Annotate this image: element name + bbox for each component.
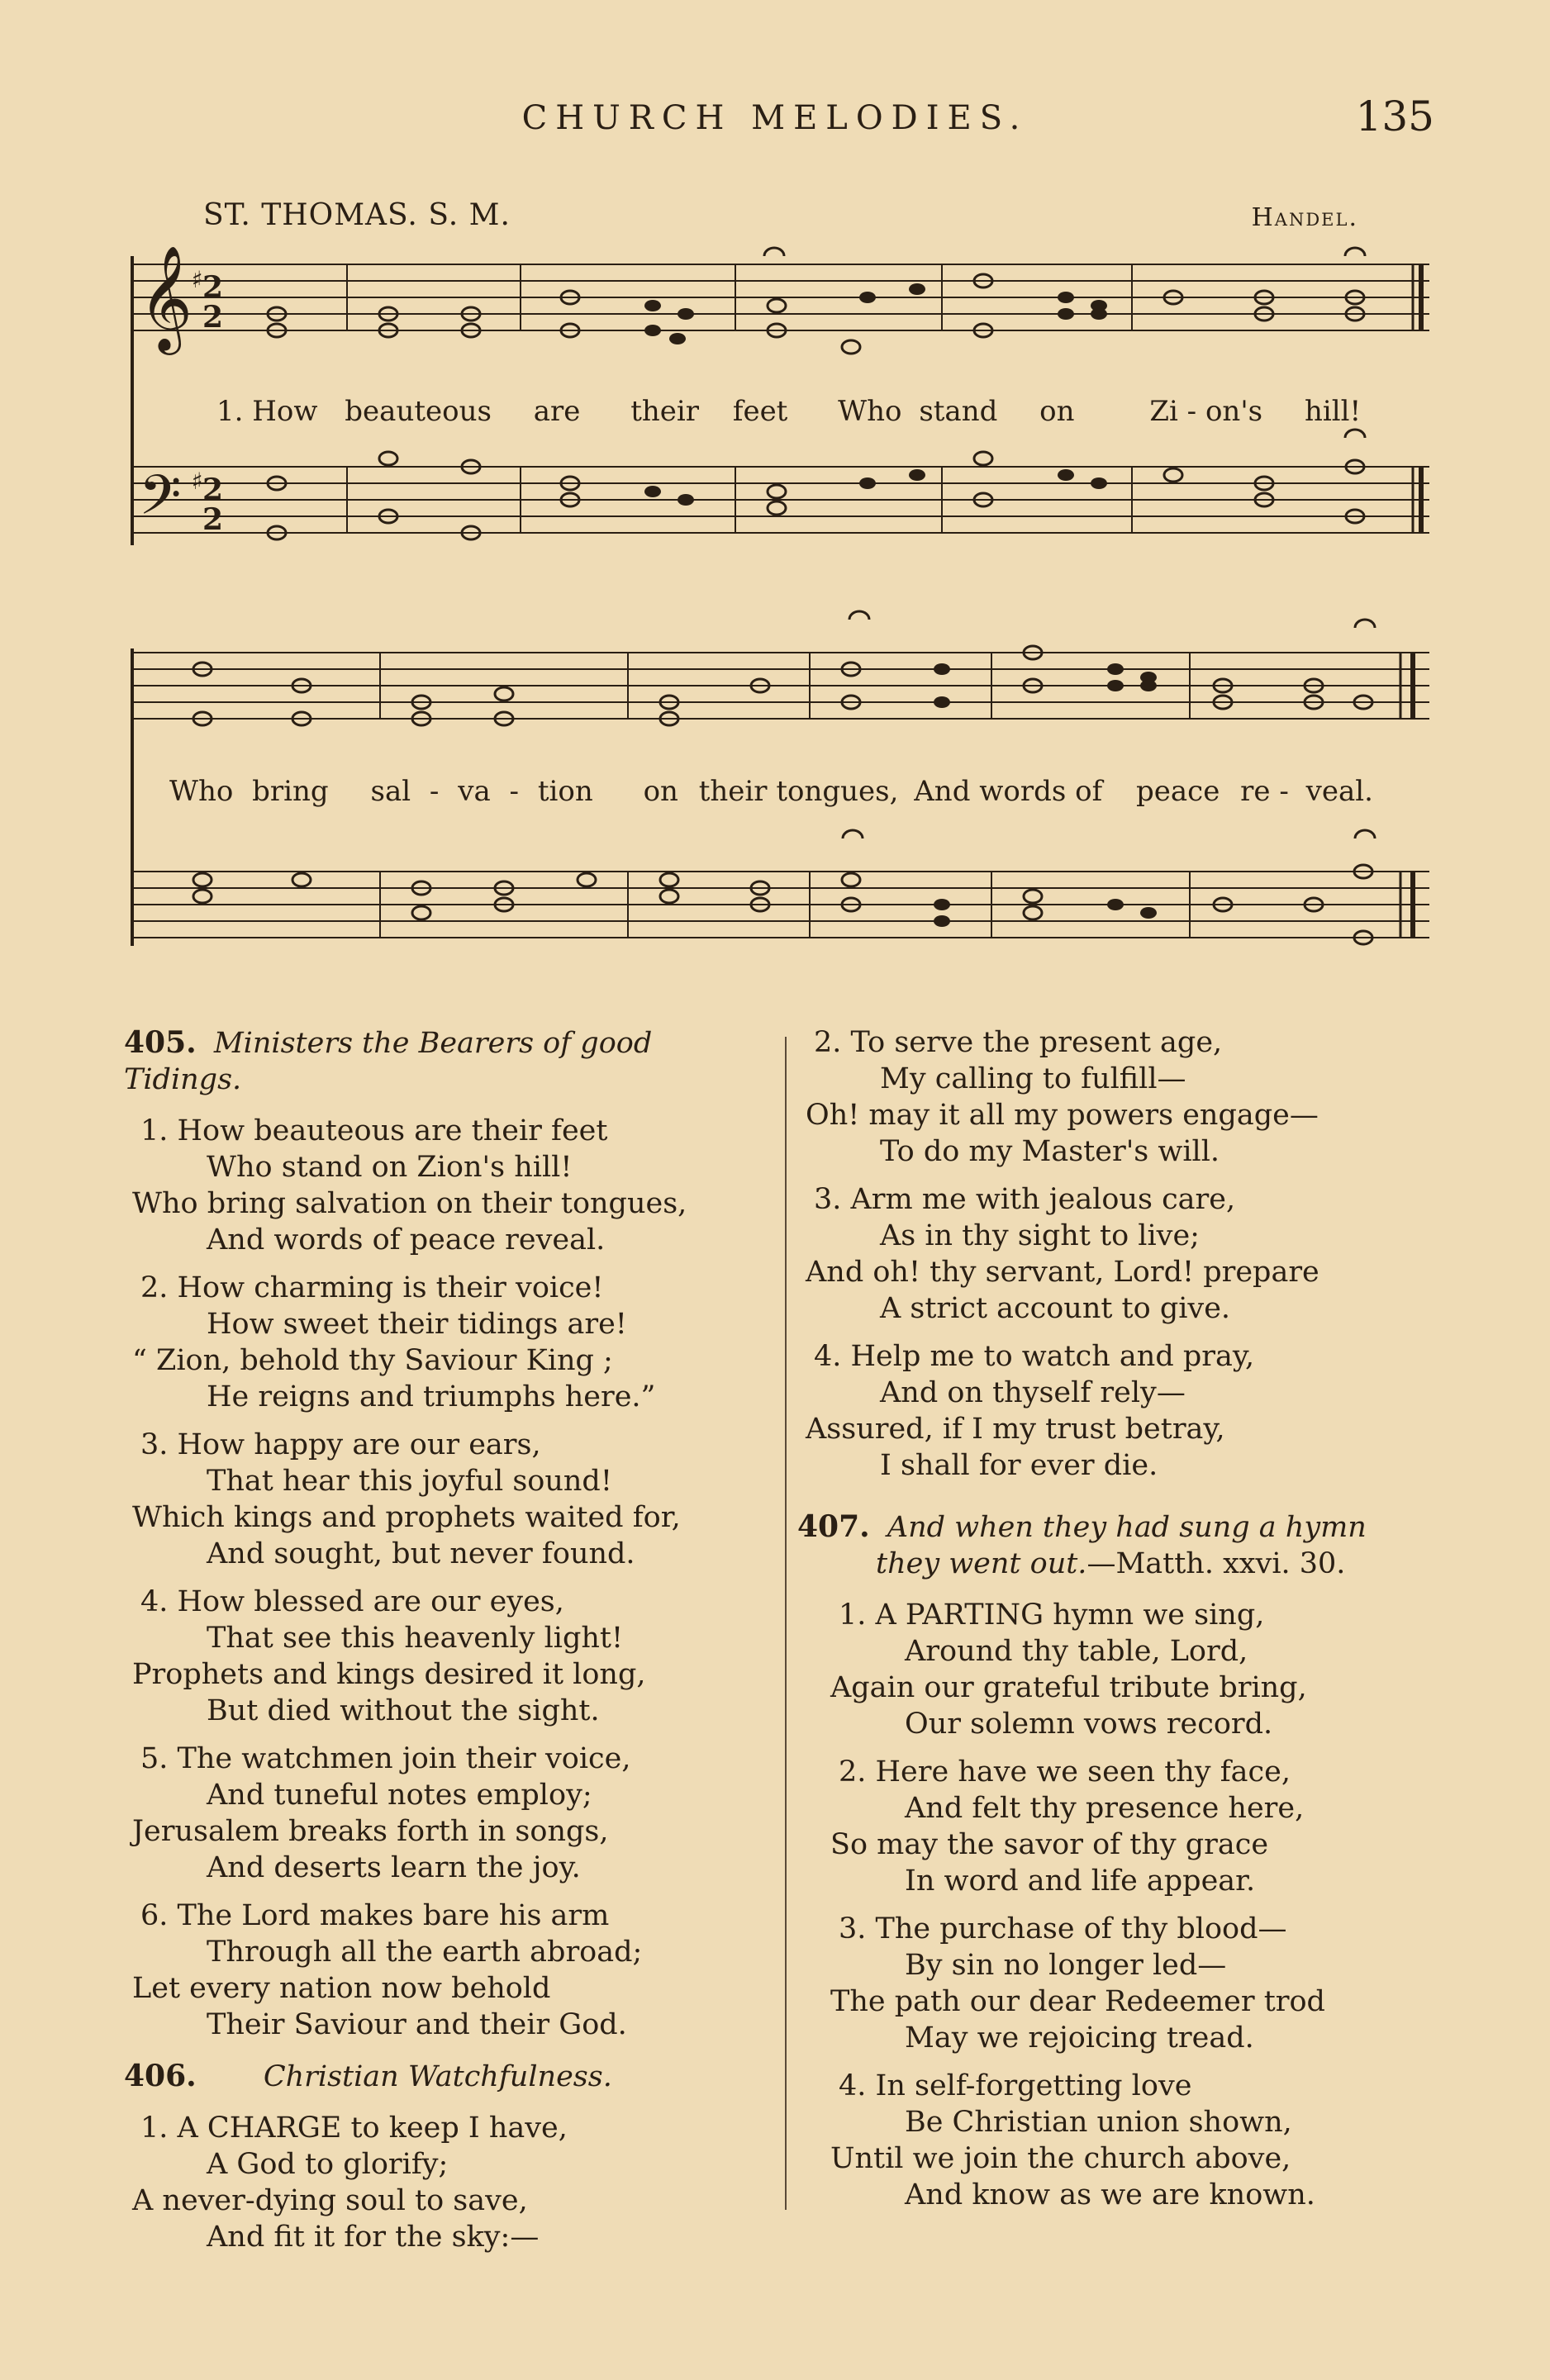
stanza <box>124 1113 768 1258</box>
hymn-405-heading <box>124 1024 768 1098</box>
verse-line: 6. The Lord makes bare his arm <box>140 1899 610 1932</box>
stanza <box>124 1584 768 1729</box>
hymn-number: 405. <box>124 1025 197 1060</box>
verse-line: 4. How blessed are our eyes, <box>140 1585 564 1618</box>
hymn-title: Christian Watchfulness. <box>263 2060 612 2093</box>
verse-line: 3. How happy are our ears, <box>140 1428 541 1461</box>
hymn-title-continued: they went out. <box>876 1547 1087 1580</box>
music-score <box>124 240 1438 983</box>
verse-line: And on thyself rely— <box>880 1376 1186 1409</box>
lyric-syllable: - <box>509 775 520 808</box>
verse-line: Our solemn vows record. <box>905 1708 1273 1741</box>
hymn-title: Ministers the Bearers of good Tidings. <box>124 1027 653 1096</box>
verse-line: 4. In self-forgetting love <box>839 2069 1192 2102</box>
verse-line: Jerusalem breaks forth in songs, <box>132 1815 609 1848</box>
lyric-syllable: re - <box>1240 775 1289 808</box>
verse-line: And tuneful notes employ; <box>207 1779 592 1812</box>
running-title: CHURCH MELODIES. <box>521 99 1029 137</box>
verse-line: Their Saviour and their God. <box>207 2008 627 2041</box>
verse-line: And felt thy presence here, <box>905 1792 1305 1825</box>
verse-line: Around thy table, Lord, <box>905 1635 1248 1668</box>
lyric-syllable: peace <box>1136 775 1220 808</box>
verse-line: A never-dying soul to save, <box>132 2184 528 2217</box>
hymn-407-heading <box>797 1508 1458 1582</box>
hymn-number: 407. <box>797 1509 870 1544</box>
stanza <box>797 1597 1458 1742</box>
lyric-syllable: sal <box>370 775 411 808</box>
svg-text:2: 2 <box>202 502 224 537</box>
verse-line: But died without the sight. <box>207 1694 600 1727</box>
stanza <box>797 1024 1458 1170</box>
verse-line: That see this heavenly light! <box>207 1622 624 1655</box>
bass-staff-2 <box>132 872 1429 938</box>
verse-line: “ Zion, behold thy Saviour King ; <box>132 1344 613 1377</box>
verse-line: 4. Help me to watch and pray, <box>814 1340 1255 1373</box>
lyric-line-2 <box>169 775 1373 808</box>
verse-line: And know as we are known. <box>905 2178 1315 2211</box>
lyric-syllable: beauteous <box>345 395 492 428</box>
verse-line: Be Christian union shown, <box>905 2106 1292 2139</box>
lyric-syllable: bring <box>252 775 329 808</box>
stanza <box>797 1338 1458 1484</box>
lyric-syllable: va <box>458 775 491 808</box>
verse-line: My calling to fulfill— <box>880 1062 1186 1095</box>
lyric-syllable: Zi - on's <box>1149 395 1263 428</box>
lyric-syllable: - <box>429 775 440 808</box>
verse-line: How sweet their tidings are! <box>207 1308 627 1341</box>
verse-line: 3. The purchase of thy blood— <box>839 1912 1287 1945</box>
verse-line: As in thy sight to live; <box>880 1219 1200 1252</box>
treble-clef-icon: 𝄞 <box>139 245 193 350</box>
verse-line: 3. Arm me with jealous care, <box>814 1183 1236 1216</box>
svg-text:♯: ♯ <box>192 468 203 495</box>
verse-line: Who bring salvation on their tongues, <box>132 1187 687 1220</box>
verse-line: I shall for ever die. <box>880 1449 1158 1482</box>
stanza <box>797 1911 1458 2056</box>
verse-line: The path our dear Redeemer trod <box>830 1985 1325 2018</box>
lyric-syllable: And words of <box>914 775 1103 808</box>
hymn-title: And when they had sung a hymn <box>887 1511 1367 1544</box>
treble-staff-2 <box>132 653 1429 719</box>
svg-text:2: 2 <box>202 300 224 335</box>
lyric-syllable: their tongues, <box>698 775 899 808</box>
verse-line: Who stand on Zion's hill! <box>207 1151 573 1184</box>
lyric-syllable: veal. <box>1305 775 1373 808</box>
verse-line: Which kings and prophets waited for, <box>132 1501 681 1534</box>
lyric-syllable: 1. How <box>216 395 318 428</box>
verse-line: 1. A PARTING hymn we sing, <box>839 1599 1265 1632</box>
verse-line: In word and life appear. <box>905 1865 1256 1898</box>
column-divider <box>785 1037 787 2210</box>
stanza <box>124 2110 768 2255</box>
verse-line: And sought, but never found. <box>207 1537 635 1570</box>
composer-name: Handel. <box>1251 203 1358 232</box>
bass-clef-icon: 𝄢 <box>139 463 182 540</box>
verse-line: Oh! may it all my powers engage— <box>806 1099 1319 1132</box>
verse-line: 2. How charming is their voice! <box>140 1271 604 1304</box>
svg-text:2: 2 <box>202 270 224 305</box>
lyric-syllable: feet <box>732 395 788 428</box>
verse-line: A strict account to give. <box>880 1292 1231 1325</box>
svg-text:2: 2 <box>202 473 224 507</box>
verse-line: 2. Here have we seen thy face, <box>839 1755 1291 1789</box>
verse-line: And deserts learn the joy. <box>207 1851 581 1884</box>
verse-line: To do my Master's will. <box>880 1135 1220 1168</box>
verse-line: A God to glorify; <box>207 2148 449 2181</box>
tune-name: ST. THOMAS. S. M. <box>203 198 511 232</box>
bass-staff-1 <box>132 467 1429 533</box>
stanza <box>797 1181 1458 1327</box>
verse-line: By sin no longer led— <box>905 1949 1227 1982</box>
verse-line: Through all the earth abroad; <box>207 1936 643 1969</box>
lyric-syllable: Who <box>838 395 902 428</box>
treble-staff-1 <box>132 264 1429 330</box>
lyric-syllable: tion <box>537 775 593 808</box>
lyric-syllable: Who <box>169 775 234 808</box>
verse-line: 1. A CHARGE to keep I have, <box>140 2112 568 2145</box>
verse-line: 5. The watchmen join their voice, <box>140 1742 631 1775</box>
svg-text:♯: ♯ <box>192 266 203 293</box>
stanza <box>797 2068 1458 2213</box>
left-column <box>124 1024 768 2267</box>
fermata-icon <box>764 248 1375 838</box>
verse-line: And fit it for the sky:— <box>207 2221 540 2254</box>
stanza <box>124 1741 768 1886</box>
stanza <box>797 1754 1458 1899</box>
verse-line: Until we join the church above, <box>830 2142 1291 2175</box>
lyric-syllable: are <box>533 395 581 428</box>
verse-line: He reigns and triumphs here.” <box>207 1380 656 1413</box>
stanza <box>124 1898 768 2043</box>
verse-line: That hear this joyful sound! <box>207 1465 612 1498</box>
scripture-reference: —Matth. xxvi. 30. <box>1086 1547 1346 1580</box>
page-number: 135 <box>1355 93 1434 140</box>
stanza <box>124 1427 768 1572</box>
verse-line: May we rejoicing tread. <box>905 2021 1254 2055</box>
right-column <box>797 1024 1458 2225</box>
verse-line: 2. To serve the present age, <box>814 1026 1223 1059</box>
verse-line: Assured, if I my trust betray, <box>806 1413 1225 1446</box>
lyric-line-1 <box>216 395 1361 428</box>
lyric-syllable: stand <box>919 395 998 428</box>
hymn-number: 406. <box>124 2059 197 2093</box>
hymn-406-heading <box>124 2058 768 2095</box>
lyric-syllable: on <box>1039 395 1075 428</box>
verse-line: Let every nation now behold <box>132 1972 551 2005</box>
lyric-syllable: their <box>630 395 700 428</box>
verse-line: So may the savor of thy grace <box>830 1828 1269 1861</box>
stanza <box>124 1270 768 1415</box>
verse-line: And oh! thy servant, Lord! prepare <box>806 1256 1319 1289</box>
verse-line: 1. How beauteous are their feet <box>140 1114 608 1147</box>
verse-line: Again our grateful tribute bring, <box>830 1671 1307 1704</box>
verse-line: And words of peace reveal. <box>207 1223 606 1257</box>
lyric-syllable: hill! <box>1304 395 1362 428</box>
verse-line: Prophets and kings desired it long, <box>132 1658 646 1691</box>
lyric-syllable: on <box>643 775 678 808</box>
